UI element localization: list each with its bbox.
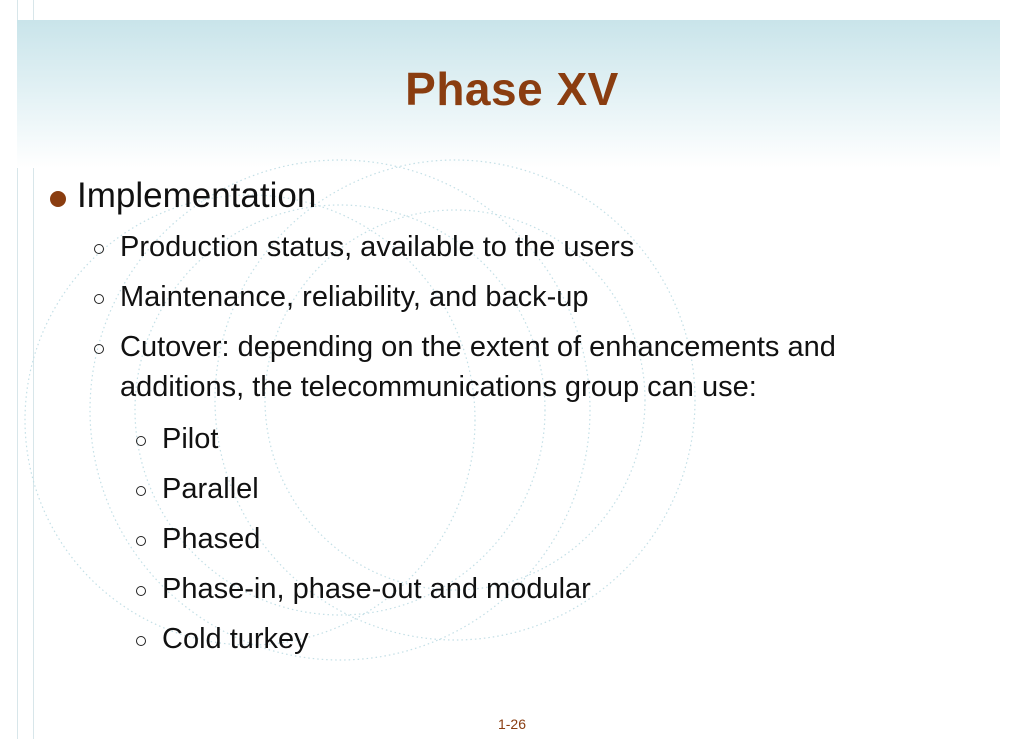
bullet-ring-icon (136, 586, 146, 596)
bullet-ring-icon (94, 344, 104, 354)
bullet-ring-icon (136, 536, 146, 546)
bullet-implementation: Implementation (77, 176, 317, 215)
bullet-ring-icon (136, 636, 146, 646)
bullet-production-status: Production status, available to the users (120, 231, 635, 263)
bullet-ring-icon (94, 244, 104, 254)
bullet-dot-icon (50, 191, 66, 207)
bullet-pilot: Pilot (162, 423, 219, 455)
bullet-phased: Phased (162, 523, 261, 555)
bullet-ring-icon (94, 294, 104, 304)
bullet-ring-icon (136, 436, 146, 446)
bullet-cold-turkey: Cold turkey (162, 623, 309, 655)
bullet-ring-icon (136, 486, 146, 496)
slide-title: Phase XV (405, 63, 619, 115)
bullet-cutover-line2: additions, the telecommunications group can use: (120, 371, 757, 403)
page-number: 1-26 (497, 716, 527, 732)
bullet-parallel: Parallel (162, 473, 259, 505)
bullet-phase-in-phase-out: Phase-in, phase-out and modular (162, 573, 591, 605)
bullet-cutover-line1: Cutover: depending on the extent of enhancements and (120, 331, 836, 363)
bullet-maintenance: Maintenance, reliability, and back-up (120, 281, 589, 313)
